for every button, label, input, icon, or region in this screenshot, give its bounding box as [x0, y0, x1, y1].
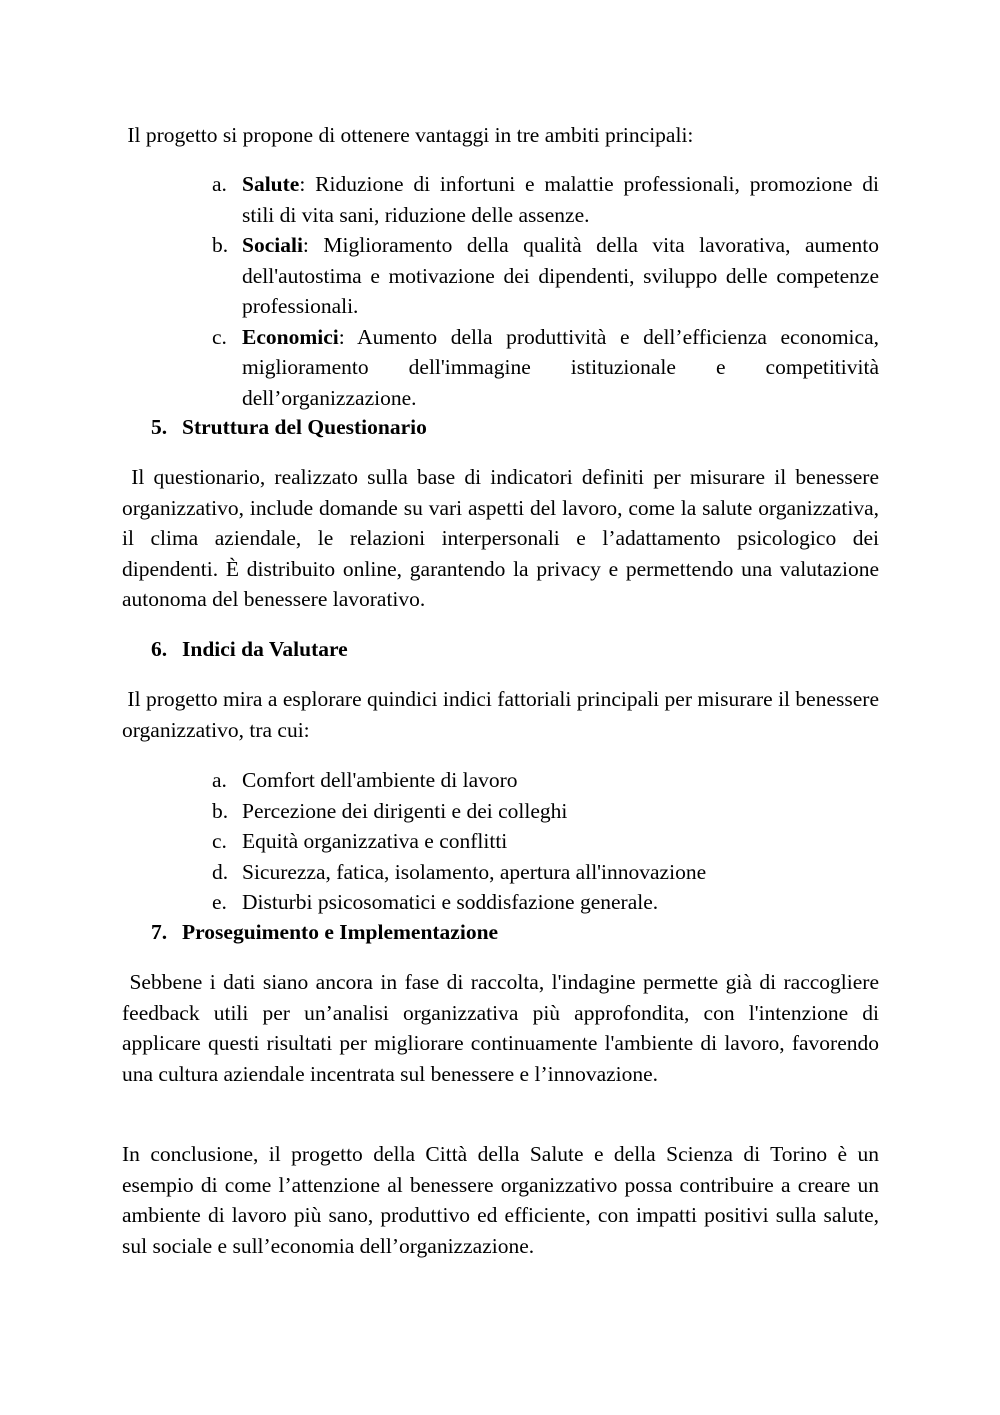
section-number: 6.: [151, 637, 168, 661]
list-item-text: Comfort dell'ambiente di lavoro: [242, 768, 518, 792]
paragraph-text: Sebbene i dati siano ancora in fase di raccolta, l'indagine permette già di raccogliere feedback utili per un’analisi organizzativa più approfondita, con l'intenzione di applicare questi risultati per migliorare continuamente l'ambiente di lavoro, favorendo una cultura aziendale incentrata sul benessere e l’innovazione.: [122, 970, 879, 1086]
list-item: [212, 322, 879, 414]
benefit-term: Salute: [242, 172, 300, 196]
list-item-text: Disturbi psicosomatici e soddisfazione generale.: [242, 890, 659, 914]
list-item: [212, 169, 879, 230]
list-item-text: Equità organizzativa e conflitti: [242, 829, 508, 853]
section-title: Proseguimento e Implementazione: [182, 920, 499, 944]
paragraph-text: In conclusione, il progetto della Città della Salute e della Scienza di Torino è un esempio di come l’attenzione al benessere organizzativo possa contribuire a creare un ambiente di lavoro più sano, produttivo ed efficiente, con impatti positivi sulla salute, sul sociale e sull’economia dell’organizzazione.: [122, 1142, 879, 1258]
list-marker: e.: [212, 890, 227, 914]
benefit-text: : Miglioramento della qualità della vita lavorativa, aumento dell'autostima e motivazione dei dipendenti, sviluppo delle competenze professionali.: [242, 233, 879, 318]
intro-text: Il progetto si propone di ottenere vantaggi in tre ambiti principali:: [127, 123, 694, 147]
list-marker: c.: [212, 324, 227, 349]
list-item: [212, 796, 879, 827]
list-marker: b.: [212, 233, 229, 257]
benefit-term: Economici: [242, 324, 339, 349]
list-item: [212, 887, 879, 918]
conclusion-paragraph: [122, 1139, 879, 1261]
list-marker: d.: [212, 859, 229, 884]
intro-paragraph: [122, 120, 879, 151]
section-heading-5: [151, 412, 427, 443]
benefit-term: Sociali: [242, 233, 303, 257]
list-item-text: Percezione dei dirigenti e dei colleghi: [242, 798, 568, 823]
section-heading-6: [151, 634, 348, 665]
benefit-text: : Riduzione di infortuni e malattie professionali, promozione di stili di vita sani, riduzione delle assenze.: [242, 172, 879, 227]
section-number: 7.: [151, 920, 168, 944]
list-marker: b.: [212, 798, 229, 823]
section-title: Struttura del Questionario: [182, 415, 427, 439]
section-heading-7: [151, 917, 498, 948]
section-7-paragraph: [122, 967, 879, 1089]
list-item: [212, 826, 879, 857]
paragraph-text: Il progetto mira a esplorare quindici indici fattoriali principali per misurare il benessere organizzativo, tra cui:: [122, 687, 880, 742]
section-6-paragraph: [122, 684, 879, 745]
section-5-paragraph: [122, 462, 879, 615]
list-item-text: Sicurezza, fatica, isolamento, apertura all'innovazione: [242, 859, 707, 884]
list-item: [212, 857, 879, 888]
benefit-text: : Aumento della produttività e dell’efficienza economica, miglioramento dell'immagine istituzionale e competitività dell’organizzazione.: [242, 324, 879, 410]
benefits-list: [212, 169, 879, 413]
list-item: [212, 765, 879, 796]
list-marker: a.: [212, 172, 227, 196]
list-item: [212, 230, 879, 322]
list-marker: c.: [212, 829, 227, 853]
section-title: Indici da Valutare: [182, 637, 348, 661]
indices-list: [212, 765, 879, 918]
section-number: 5.: [151, 415, 168, 439]
list-marker: a.: [212, 768, 227, 792]
paragraph-text: Il questionario, realizzato sulla base di indicatori definiti per misurare il benessere organizzativo, include domande su vari aspetti del lavoro, come la salute organizzativa, il clima aziendale, le relazioni interpersonali e l’adattamento psicologico dei dipendenti. È distribuito online, garantendo la privacy e permettendo una valutazione autonoma del benessere lavorativo.: [122, 465, 880, 611]
